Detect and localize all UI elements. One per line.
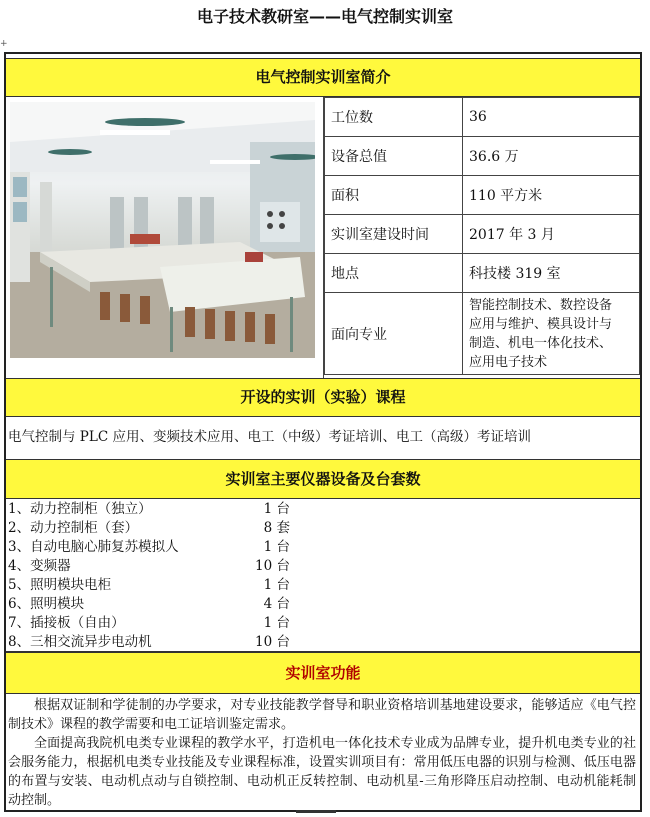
info-row-workstations [325,98,640,137]
list-item [8,576,308,595]
equipment-qty: 1 台 [263,501,290,517]
info-label: 面向专业 [325,293,463,375]
info-label: 设备总值 [325,137,463,176]
info-label: 地点 [325,254,463,293]
info-row-majors [325,293,640,375]
list-item [8,557,308,576]
info-value-majors [463,293,640,375]
info-value: 2017 年 3 月 [463,215,640,254]
equipment-list [8,500,308,652]
majors-line: 应用与维护、模具设计与 [469,316,613,332]
equipment-qty: 8 套 [263,520,290,536]
intro-info-table [324,97,640,375]
majors-line: 应用电子技术 [469,354,548,370]
list-item [8,614,308,633]
functions-header: 实训室功能 [6,652,640,694]
equipment-qty: 1 台 [263,577,290,593]
info-row-built-date [325,215,640,254]
equipment-name: 4、变频器 [8,558,71,574]
courses-header: 开设的实训（实验）课程 [6,378,640,417]
list-item [8,500,308,519]
info-value: 36.6 万 [463,137,640,176]
list-item [8,538,308,557]
functions-text [8,696,636,810]
majors-line: 智能控制技术、数控设备 [469,297,613,313]
equipment-qty: 1 台 [263,615,290,631]
lab-photo-illustration [10,102,315,358]
equipment-name: 6、照明模块 [8,596,85,612]
info-row-area [325,176,640,215]
equipment-name: 8、三相交流异步电动机 [8,634,152,650]
list-item [8,519,308,538]
equipment-name: 3、自动电脑心肺复苏模拟人 [8,539,179,555]
equipment-qty: 10 台 [255,558,290,574]
info-label: 面积 [325,176,463,215]
divider [296,810,336,813]
functions-paragraph: 全面提高我院机电类专业课程的教学水平，打造机电一体化技术专业成为品牌专业，提升机电类专业的社会服务能力，根据机电类专业技能及专业课程标准，设置实训项目有：常用低压电器的识别与检测、低压电器的布置与安装、电动机点动与自锁控制、电动机正反转控制、电动机星-三角形降压启动控制、电动机能耗制动控制。 [8,736,636,808]
info-value: 110 平方米 [463,176,640,215]
majors-line: 制造、机电一体化技术、 [469,335,613,351]
courses-text: 电气控制与 PLC 应用、变频技术应用、电工（中级）考证培训、电工（高级）考证培训 [8,429,531,445]
equipment-name: 2、动力控制柜（套） [8,520,139,536]
equipment-qty: 4 台 [263,596,290,612]
intro-header: 电气控制实训室简介 [6,58,640,97]
list-item [8,595,308,614]
info-label: 实训室建设时间 [325,215,463,254]
info-row-equipment-value [325,137,640,176]
page-title: 电子技术教研室——电气控制实训室 [196,7,453,26]
list-item [8,633,308,652]
info-value: 科技楼 319 室 [463,254,640,293]
info-label: 工位数 [325,98,463,137]
anchor-mark: + [0,39,8,49]
equipment-name: 5、照明模块电柜 [8,577,112,593]
equipment-name: 7、插接板（自由） [8,615,125,631]
functions-paragraph: 根据双证制和学徒制的办学要求，对专业技能教学督导和职业资格培训基地建设要求，能够适应《电气控制技术》课程的教学需要和电工证培训鉴定需求。 [8,698,636,732]
lab-photo [10,102,315,358]
equipment-name: 1、动力控制柜（独立） [8,501,152,517]
equipment-qty: 10 台 [255,634,290,650]
info-row-location [325,254,640,293]
equipment-header: 实训室主要仪器设备及台套数 [6,459,640,499]
info-value: 36 [463,98,640,137]
equipment-qty: 1 台 [263,539,290,555]
